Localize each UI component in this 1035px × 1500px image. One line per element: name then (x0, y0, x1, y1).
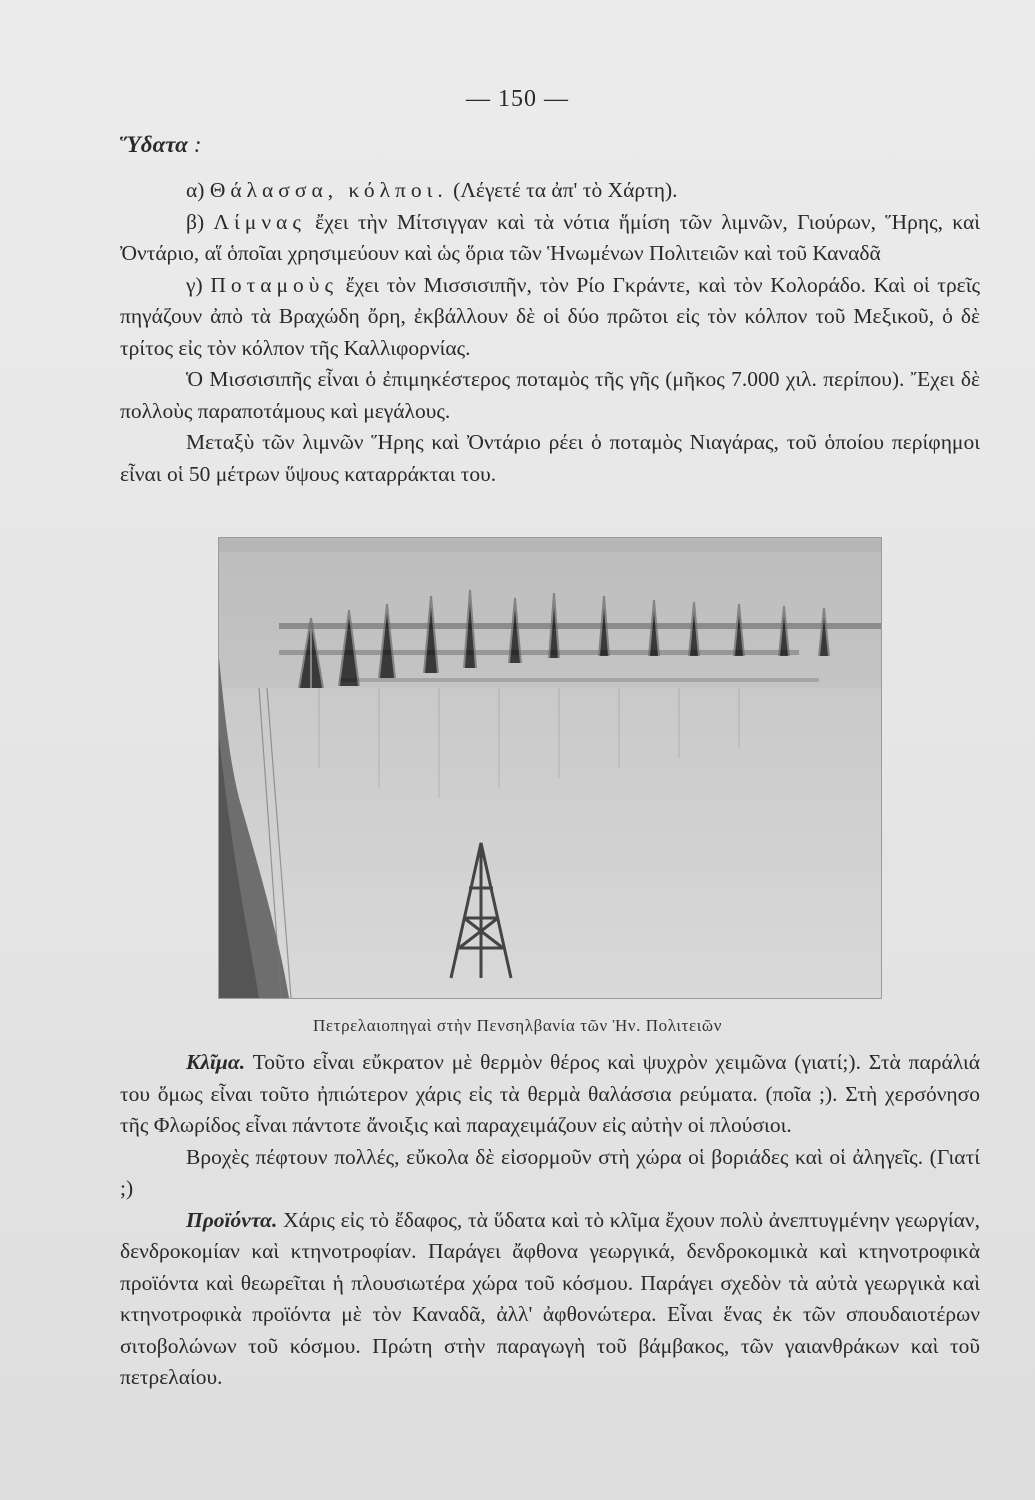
paragraph-products (120, 1205, 980, 1394)
item-label-c: γ) (186, 272, 203, 297)
climate-text: Τοῦτο εἶναι εὔκρατον μὲ θερμὸν θέρος καὶ ψυχρὸν χειμῶνα (γιατί;). Στὰ παράλιά του ὅμως εἶναι τοῦτο ἠπιώτερον χάρις εἰς τὰ θερμὰ θαλάσσια ρεύματα. (ποῖα ;). Στὴ χερσόνησο τῆς Φλωρίδος εἶναι πάντοτε ἄνοιξις καὶ παραχειμάζουν εἰς αὐτὴν οἱ πλούσιοι. (120, 1050, 980, 1137)
products-text: Χάρις εἰς τὸ ἔδαφος, τὰ ὕδατα καὶ τὸ κλῖμα ἔχουν πολὺ ἀνεπτυγμένην γεωργίαν, δενδροκομίαν καὶ κτηνοτροφίαν. Παράγει ἄφθονα γεωργικά, δενδροκομικὰ καὶ κτηνοτροφικὰ προϊόντα καὶ θεωρεῖται ἡ πλουσιωτέρα χώρα τοῦ κόσμου. Παράγει σχεδὸν τὰ αὐτὰ γεωργικὰ καὶ κτηνοτροφικὰ προϊόντα μὲ τὸν Καναδᾶ, ἀλλ' ἀφθονώτερα. Εἶναι ἕνας ἐκ τῶν σπουδαιοτέρων σιτοβολώνων τοῦ κόσμου. Πρώτη στὴν παραγωγὴ τοῦ βάμβακος, τῶν γαιανθράκων καὶ τοῦ πετρελαίου. (120, 1207, 981, 1389)
paragraph-lakes (120, 207, 980, 270)
paragraph-mississippi: Ὁ Μισσισιπῆς εἶναι ὁ ἐπιμηκέστερος ποταμὸς τῆς γῆς (μῆκος 7.000 χιλ. περίπου). Ἔχει δὲ πολλοὺς παραποτάμους καὶ μεγάλους. (120, 367, 980, 423)
term-rivers: Ποταμοὺς (210, 272, 338, 297)
lakes-text: ἔχει τὴν Μίτσιγγαν καὶ τὰ νότια ἥμίση τῶν λιμνῶν, Γιούρων, Ἥρης, καὶ Ὀντάριο, αἵ ὁποῖαι χρησιμεύουν καὶ ὡς ὅρια τῶν Ἡνωμένων Πολιτειῶν καὶ τοῦ Καναδᾶ (120, 209, 980, 265)
paragraph-climate (120, 1047, 980, 1142)
section-title: Ὕδατα (120, 132, 188, 157)
rivers-text: ἔχει τὸν Μισσισιπῆν, τὸν Ρίο Γκράντε, καὶ τὸν Κολοράδο. Καὶ οἱ τρεῖς πηγάζουν ἀπὸ τὰ Βραχώδη ὄρη, ἐκβάλλουν δὲ οἱ δύο πρῶτοι εἰς τὸν κόλπον τοῦ Μεξικοῦ, ὁ δὲ τρίτος εἰς τὸν κόλπον τῆς Καλλιφορνίας. (120, 272, 981, 360)
paragraph-rain: Βροχὲς πέφτουν πολλές, εὔκολα δὲ εἰσορμοῦν στὴ χώρα οἱ βοριάδες καὶ οἱ ἀληγεῖς. (Γιατί ;) (120, 1144, 980, 1200)
photo-caption: Πετρελαιοπηγαὶ στὴν Πενσηλβανία τῶν Ἡν. Πολιτειῶν (313, 1016, 722, 1035)
paragraph-rivers (120, 270, 980, 365)
climate-heading: Κλῖμα. (186, 1050, 246, 1074)
term-lakes: Λίμνας (213, 209, 306, 234)
oil-wells-illustration (219, 538, 881, 998)
item-label-b: β) (186, 209, 205, 234)
seas-text: (Λέγετέ τα ἀπ' τὸ Χάρτη). (453, 178, 678, 202)
item-label-a: α) (186, 178, 205, 202)
paragraph-niagara: Μεταξὺ τῶν λιμνῶν Ἥρης καὶ Ὀντάριο ρέει ὁ ποταμὸς Νιαγάρας, τοῦ ὁποίου περίφημοι εἶναι οἱ 50 μέτρων ὕψους καταρράκται του. (120, 430, 980, 486)
oil-wells-photo (218, 537, 882, 999)
paragraph-seas (120, 175, 980, 207)
climate-products-text (120, 1047, 980, 1394)
section-colon: : (193, 132, 202, 157)
term-seas: Θάλασσα, κόλποι. (209, 178, 448, 202)
section-heading-waters (120, 132, 202, 158)
page-number: — 150 — (466, 86, 569, 112)
products-heading: Προϊόντα. (186, 1207, 278, 1232)
waters-text (120, 175, 980, 490)
